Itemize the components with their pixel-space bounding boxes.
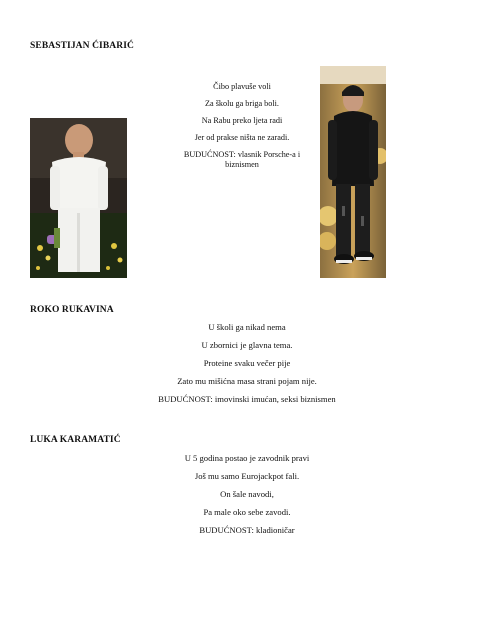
section-title-sebastijan: SEBASTIJAN ĆIBARIĆ [30, 41, 134, 51]
poem-line: Čibo plavuše voli [213, 82, 271, 91]
poem-line: BUDUĆNOST: vlasnik Porsche-a i [183, 150, 301, 159]
poem-line: U školi ga nikad nema [208, 322, 286, 332]
poem-sebastijan [156, 82, 328, 170]
section-title-roko: ROKO RUKAVINA [30, 305, 114, 315]
teen-photo [320, 66, 386, 278]
poem-line: Za školu ga briga boli. [205, 99, 279, 108]
poem-line: Proteine svaku večer pije [203, 358, 291, 368]
poem-line: Pa male oko sebe zavodi. [203, 507, 291, 517]
poem-line: On šale navodi, [220, 489, 274, 499]
poem-line: biznismen [225, 160, 259, 169]
poem-roko [100, 322, 394, 404]
poem-line: Zato mu mišićna masa strani pojam nije. [177, 376, 317, 386]
poem-line: BUDUĆNOST: imovinski imućan, seksi biznismen [158, 394, 336, 404]
poem-line: BUDUĆNOST: kladioničar [199, 525, 295, 535]
poem-line: Na Rabu preko ljeta radi [201, 116, 283, 125]
child-photo [30, 118, 127, 278]
poem-line: U zbornici je glavna tema. [201, 340, 293, 350]
poem-line: U 5 godina postao je zavodnik pravi [184, 453, 310, 463]
poem-line: Jer od prakse ništa ne zaradi. [194, 133, 290, 142]
poem-line: Još mu samo Eurojackpot fali. [194, 471, 300, 481]
section-title-luka: LUKA KARAMATIĆ [30, 435, 121, 445]
poem-luka [100, 453, 394, 535]
